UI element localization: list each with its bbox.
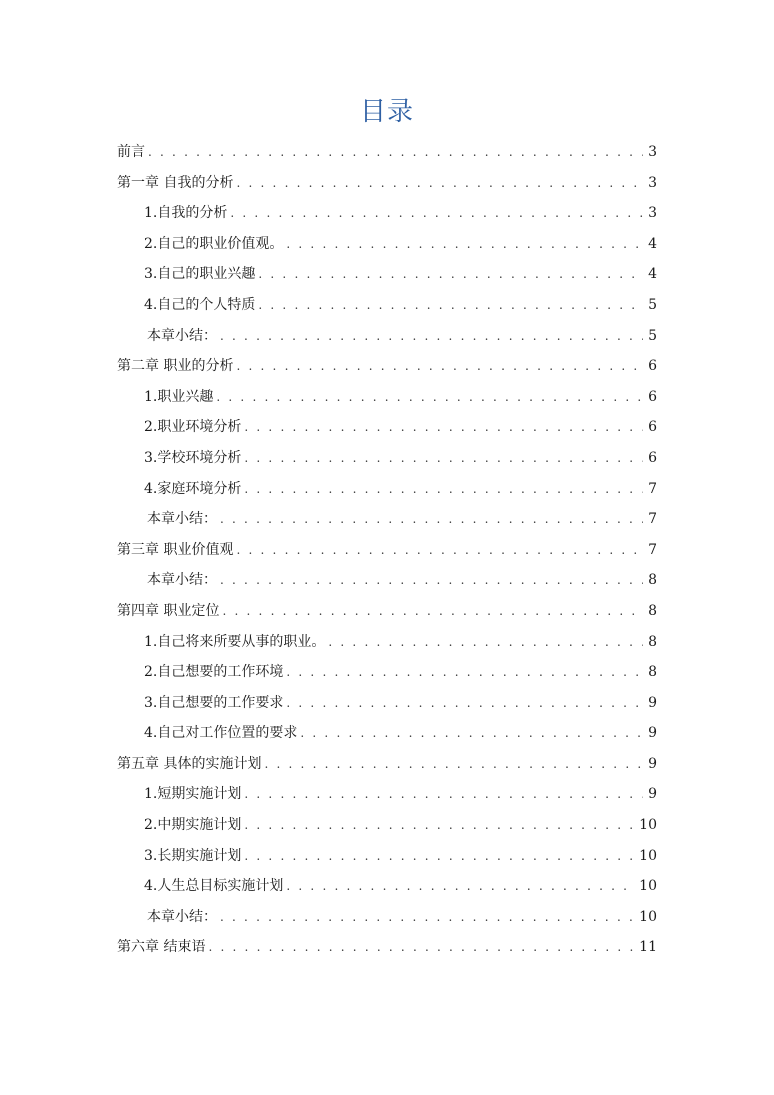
toc-page-number: 5 <box>648 327 657 344</box>
toc-entry-section[interactable] <box>117 443 657 474</box>
toc-dot-leader <box>286 871 635 902</box>
toc-dot-leader <box>236 168 643 199</box>
toc-entry-title: 第一章 自我的分析 <box>117 174 234 191</box>
toc-entry-section[interactable] <box>117 902 657 933</box>
toc-dot-leader <box>264 749 643 780</box>
toc-entry-title: 第三章 职业价值观 <box>117 541 234 558</box>
toc-entry-section[interactable] <box>117 412 657 443</box>
toc-dot-leader <box>244 779 643 810</box>
toc-dot-leader <box>236 535 643 566</box>
toc-page-number: 8 <box>648 572 657 589</box>
toc-page-number: 8 <box>648 664 657 681</box>
toc-page-number: 7 <box>648 511 657 528</box>
toc-page-number: 10 <box>639 878 657 895</box>
toc-entry-section[interactable] <box>117 259 657 290</box>
toc-page-number: 8 <box>648 633 657 650</box>
toc-page-number: 9 <box>648 755 657 772</box>
toc-entry-title: 4.人生总目标实施计划 <box>144 878 284 895</box>
toc-entry-title: 本章小结： <box>147 572 217 589</box>
toc-page-number: 4 <box>648 266 657 283</box>
toc-entry-title: 3.长期实施计划 <box>144 847 242 864</box>
toc-entry-chapter[interactable] <box>117 932 657 963</box>
toc-entry-title: 本章小结： <box>147 327 217 344</box>
toc-page-number: 3 <box>648 144 657 160</box>
toc-entry-section[interactable] <box>117 718 657 749</box>
toc-entry-title: 2.自己的职业价值观。 <box>144 235 284 252</box>
toc-entry-section[interactable] <box>117 290 657 321</box>
toc-entry-chapter[interactable] <box>117 168 657 199</box>
page-title: 目录 <box>359 97 414 127</box>
toc-entry-chapter[interactable] <box>117 137 657 168</box>
toc-entry-section[interactable] <box>117 321 657 352</box>
toc-dot-leader <box>244 412 643 443</box>
toc-entry-title: 2.自己想要的工作环境 <box>144 664 284 681</box>
toc-entry-section[interactable] <box>117 474 657 505</box>
toc-dot-leader <box>286 229 643 260</box>
toc-entry-section[interactable] <box>117 229 657 260</box>
toc-entry-title: 4.自己对工作位置的要求 <box>144 725 298 742</box>
toc-page-number: 10 <box>639 908 657 925</box>
toc-entry-title: 1.短期实施计划 <box>144 786 242 803</box>
toc-dot-leader <box>258 290 643 321</box>
toc-dot-leader <box>328 627 643 658</box>
toc-entry-section[interactable] <box>117 382 657 413</box>
toc-entry-section[interactable] <box>117 627 657 658</box>
toc-entry-chapter[interactable] <box>117 351 657 382</box>
toc-page-number: 9 <box>648 786 657 803</box>
toc-page-number: 9 <box>648 694 657 711</box>
toc-entry-title: 第四章 职业定位 <box>117 602 220 619</box>
toc-entry-title: 第六章 结束语 <box>117 939 206 956</box>
toc-page-number: 11 <box>639 939 657 956</box>
toc-page-number: 9 <box>648 725 657 742</box>
toc-page-number: 4 <box>648 235 657 252</box>
toc-dot-leader <box>244 810 635 841</box>
toc-dot-leader <box>220 565 643 596</box>
toc-dot-leader <box>300 718 643 749</box>
toc-entry-chapter[interactable] <box>117 749 657 780</box>
toc-entry-section[interactable] <box>117 657 657 688</box>
toc-page-number: 6 <box>648 419 657 436</box>
toc-entry-title: 1.职业兴趣 <box>144 388 214 405</box>
toc-page-number: 6 <box>648 449 657 466</box>
toc-entry-section[interactable] <box>117 198 657 229</box>
toc-entry-title: 3.自己想要的工作要求 <box>144 694 284 711</box>
toc-dot-leader <box>244 443 643 474</box>
toc-page-number: 3 <box>648 205 657 222</box>
toc-entry-chapter[interactable] <box>117 535 657 566</box>
toc-page-number: 7 <box>648 480 657 497</box>
toc-dot-leader <box>222 596 643 627</box>
toc-page-number: 7 <box>648 541 657 558</box>
toc-entry-title: 4.自己的个人特质 <box>144 296 256 313</box>
toc-entry-title: 2.职业环境分析 <box>144 419 242 436</box>
toc-entry-title: 1.自己将来所要从事的职业。 <box>144 633 326 650</box>
toc-dot-leader <box>216 382 643 413</box>
toc-page-number: 5 <box>648 296 657 313</box>
toc-entry-section[interactable] <box>117 565 657 596</box>
toc-page-number: 6 <box>648 358 657 375</box>
toc-entry-title: 1.自我的分析 <box>144 205 228 222</box>
toc-dot-leader <box>244 474 643 505</box>
toc-entry-title: 前言 <box>117 144 145 160</box>
toc-dot-leader <box>286 688 643 719</box>
toc-entry-section[interactable] <box>117 810 657 841</box>
toc-dot-leader <box>286 657 643 688</box>
toc-dot-leader <box>236 351 643 382</box>
toc-dot-leader <box>230 198 643 229</box>
toc-entry-title: 3.自己的职业兴趣 <box>144 266 256 283</box>
toc-entry-section[interactable] <box>117 779 657 810</box>
toc-entry-title: 本章小结： <box>147 908 217 925</box>
toc-entry-title: 本章小结： <box>147 511 217 528</box>
table-of-contents <box>117 137 657 963</box>
toc-dot-leader <box>148 137 643 168</box>
toc-dot-leader <box>220 902 635 933</box>
toc-dot-leader <box>220 321 643 352</box>
toc-entry-title: 第五章 具体的实施计划 <box>117 755 262 772</box>
toc-page-number: 10 <box>639 847 657 864</box>
toc-dot-leader <box>220 504 643 535</box>
toc-entry-chapter[interactable] <box>117 596 657 627</box>
toc-entry-section[interactable] <box>117 841 657 872</box>
toc-page-number: 10 <box>639 817 657 834</box>
toc-page-number: 8 <box>648 602 657 619</box>
toc-dot-leader <box>208 932 635 963</box>
toc-page-number: 6 <box>648 388 657 405</box>
toc-entry-title: 2.中期实施计划 <box>144 817 242 834</box>
toc-dot-leader <box>244 841 635 872</box>
toc-entry-section[interactable] <box>117 504 657 535</box>
toc-entry-title: 4.家庭环境分析 <box>144 480 242 497</box>
toc-entry-section[interactable] <box>117 688 657 719</box>
toc-page-number: 3 <box>648 174 657 191</box>
toc-entry-title: 3.学校环境分析 <box>144 449 242 466</box>
toc-entry-title: 第二章 职业的分析 <box>117 358 234 375</box>
toc-dot-leader <box>258 259 643 290</box>
toc-entry-section[interactable] <box>117 871 657 902</box>
